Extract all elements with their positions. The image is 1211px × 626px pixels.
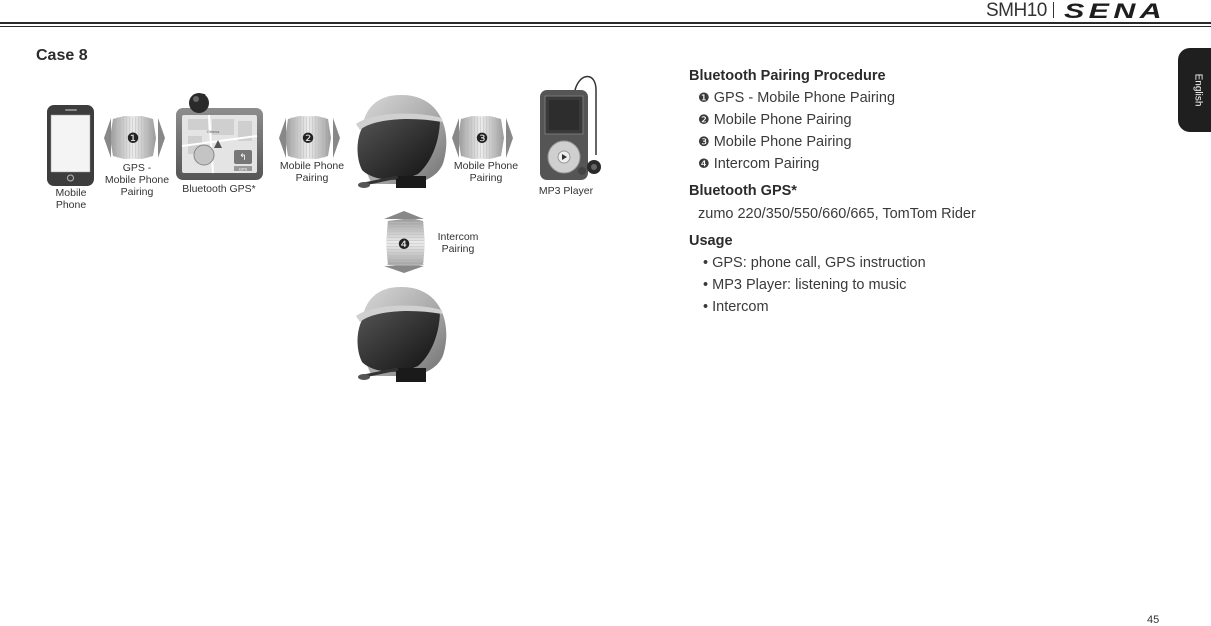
procedure-item-3 (698, 134, 852, 150)
marker-2: ❷ (301, 131, 315, 147)
svg-text:↰: ↰ (239, 153, 247, 163)
procedure-marker-2: ❷ (698, 113, 710, 128)
pairing-diagram (0, 0, 640, 400)
usage-item-1: • GPS: phone call, GPS instruction (703, 255, 926, 271)
mp3-player-icon (540, 77, 601, 181)
product-name: SMH10 (986, 0, 1047, 21)
procedure-text-4: Intercom Pairing (713, 156, 820, 172)
usage-item-3: • Intercom (703, 299, 769, 315)
pairing-4-label: Intercom Pairing (437, 231, 479, 255)
procedure-item-2 (698, 112, 852, 128)
marker-3: ❸ (475, 131, 489, 147)
gps-device-icon (176, 93, 263, 180)
marker-4: ❹ (397, 237, 411, 253)
mobile-phone-icon (47, 105, 94, 186)
helmet-1-icon (356, 95, 446, 188)
procedure-marker-1: ❶ (698, 91, 710, 106)
case-title: Case 8 (36, 47, 88, 64)
gps-models: zumo 220/350/550/660/665, TomTom Rider (698, 206, 976, 222)
gps-screen-street: Ottawa (206, 129, 220, 134)
marker-1: ❶ (126, 131, 140, 147)
usage-item-2: • MP3 Player: listening to music (703, 277, 907, 293)
pairing-1-label: GPS - Mobile Phone Pairing (104, 162, 170, 198)
usage-title: Usage (689, 233, 733, 249)
mobile-phone-label: Mobile Phone (55, 187, 87, 211)
page-number: 45 (1147, 614, 1160, 626)
procedure-marker-4: ❹ (698, 157, 710, 172)
procedure-text-1: GPS - Mobile Phone Pairing (713, 90, 896, 106)
procedure-title: Bluetooth Pairing Procedure (689, 68, 886, 84)
procedure-text-2: Mobile Phone Pairing (713, 112, 852, 128)
gps-label: Bluetooth GPS* (182, 183, 256, 195)
procedure-item-1 (698, 90, 895, 106)
header-separator (1053, 2, 1054, 18)
gps-screen-tag: GPS (238, 166, 248, 172)
gps-section-title: Bluetooth GPS* (689, 183, 797, 199)
usage-text-3: Intercom (712, 299, 769, 315)
language-tab-label: English (1192, 73, 1204, 107)
usage-text-2: MP3 Player: listening to music (712, 277, 907, 293)
mp3-player-label: MP3 Player (538, 185, 594, 197)
language-tab[interactable] (1178, 48, 1211, 132)
helmet-2-icon (356, 287, 446, 382)
procedure-item-4 (698, 156, 819, 172)
brand-logo: SENA (1064, 0, 1167, 23)
procedure-text-3: Mobile Phone Pairing (713, 134, 852, 150)
procedure-marker-3: ❸ (698, 135, 710, 150)
usage-text-1: GPS: phone call, GPS instruction (712, 255, 926, 271)
pairing-2-label: Mobile Phone Pairing (279, 160, 345, 184)
pairing-3-label: Mobile Phone Pairing (453, 160, 519, 184)
